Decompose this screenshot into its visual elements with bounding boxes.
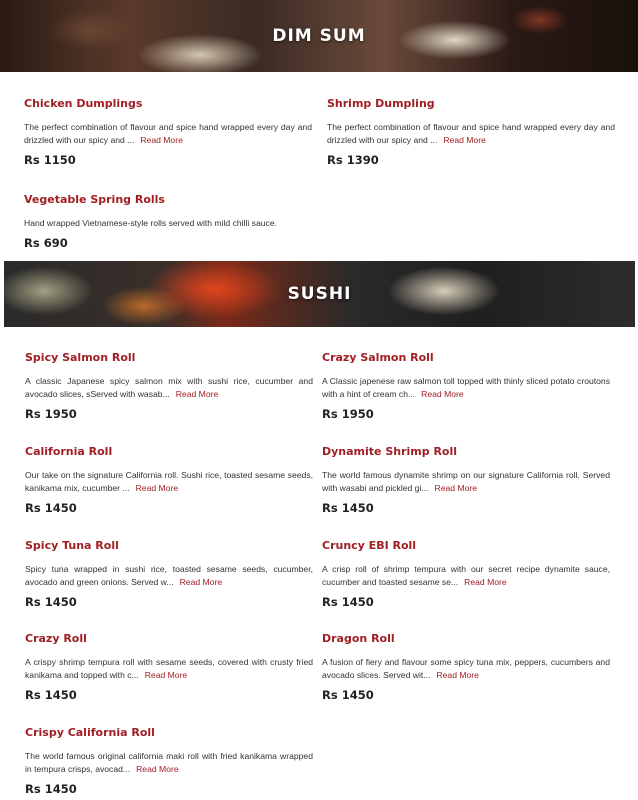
item-description: The world famous original california maki roll with fried kanikama wrapped in tempura crisps, avocad... Read More xyxy=(25,751,313,774)
read-more-link[interactable]: Read More xyxy=(179,577,223,587)
item-price: Rs 1450 xyxy=(25,782,77,796)
menu-item-crispy-california-roll xyxy=(25,726,313,796)
read-more-link[interactable]: Read More xyxy=(140,135,183,145)
item-price: Rs 1450 xyxy=(25,595,77,609)
menu-item-spicy-salmon-roll xyxy=(25,351,313,421)
item-price: Rs 1950 xyxy=(322,407,374,421)
item-name: California Roll xyxy=(25,445,113,458)
read-more-link[interactable]: Read More xyxy=(436,670,479,680)
menu-item-chicken-dumplings xyxy=(24,97,312,167)
item-description: A classic Japanese spicy salmon mix with sushi rice, cucumber and avocado slices, sServed with wasab... Read More xyxy=(25,376,313,399)
item-description: A crispy shrimp tempura roll with sesame seeds, covered with crusty fried kanikama and topped with c... Read More xyxy=(25,657,313,680)
read-more-link[interactable]: Read More xyxy=(464,577,507,587)
item-name: Crispy California Roll xyxy=(25,726,155,739)
read-more-link[interactable]: Read More xyxy=(144,670,188,680)
item-name: Crazy Salmon Roll xyxy=(322,351,434,364)
sushi-banner xyxy=(4,261,635,327)
menu-item-crazy-salmon-roll xyxy=(322,351,610,421)
menu-item-vegetable-spring-rolls xyxy=(24,193,312,250)
item-name: Dynamite Shrimp Roll xyxy=(322,445,458,458)
item-name: Chicken Dumplings xyxy=(24,97,143,110)
item-name: Dragon Roll xyxy=(322,632,395,645)
read-more-link[interactable]: Read More xyxy=(175,389,219,399)
read-more-link[interactable]: Read More xyxy=(443,135,486,145)
item-description: Spicy tuna wrapped in sushi rice, toasted sesame seeds, cucumber, avocado and green onions. Served w... Read More xyxy=(25,564,313,587)
read-more-link[interactable]: Read More xyxy=(136,764,179,774)
item-price: Rs 1950 xyxy=(25,407,77,421)
item-description: The perfect combination of flavour and spice hand wrapped every day and drizzled with our spicy and ... Read More xyxy=(24,122,312,145)
item-name: Crazy Roll xyxy=(25,632,87,645)
read-more-link[interactable]: Read More xyxy=(421,389,464,399)
item-price: Rs 1450 xyxy=(322,688,374,702)
item-name: Cruncy EBI Roll xyxy=(322,539,417,552)
menu-item-dynamite-shrimp-roll xyxy=(322,445,610,515)
item-description: Our take on the signature California roll. Sushi rice, toasted sesame seeds, kanikama mix, cucumber ... Read More xyxy=(25,470,313,493)
item-name: Vegetable Spring Rolls xyxy=(24,193,165,206)
item-price: Rs 1450 xyxy=(25,501,77,515)
menu-item-spicy-tuna-roll xyxy=(25,539,313,609)
read-more-link[interactable]: Read More xyxy=(135,483,179,493)
item-price: Rs 1150 xyxy=(24,153,76,167)
section-title-sushi: SUSHI xyxy=(287,284,352,304)
read-more-link[interactable]: Read More xyxy=(434,483,478,493)
item-description: A crisp roll of shrimp tempura with our secret recipe dynamite sauce, cucumber and toasted sesame se... Read More xyxy=(322,564,610,587)
menu-item-shrimp-dumpling xyxy=(327,97,615,167)
item-name: Shrimp Dumpling xyxy=(327,97,435,110)
menu-item-cruncy-ebi-roll xyxy=(322,539,610,609)
item-name: Spicy Tuna Roll xyxy=(25,539,119,552)
menu-item-dragon-roll xyxy=(322,632,610,702)
item-description: Hand wrapped Vietnamese-style rolls served with mild chilli sauce. xyxy=(24,218,277,228)
section-title-dimsum: DIM SUM xyxy=(272,26,366,46)
item-price: Rs 690 xyxy=(24,236,68,250)
menu-item-california-roll xyxy=(25,445,313,515)
dimsum-banner xyxy=(0,0,638,72)
item-price: Rs 1450 xyxy=(322,595,374,609)
item-description: The world famous dynamite shrimp on our signature California roll. Served with wasabi and pickled gi... Read More xyxy=(322,470,610,493)
item-description: A Classic japenese raw salmon toll topped with thinly sliced potato croutons with a hint of cream ch... Read More xyxy=(322,376,610,399)
item-price: Rs 1450 xyxy=(25,688,77,702)
item-price: Rs 1450 xyxy=(322,501,374,515)
item-price: Rs 1390 xyxy=(327,153,379,167)
item-description: The perfect combination of flavour and spice hand wrapped every day and drizzled with our spicy and ... Read More xyxy=(327,122,615,145)
item-name: Spicy Salmon Roll xyxy=(25,351,136,364)
item-description: A fusion of fiery and flavour some spicy tuna mix, peppers, cucumbers and avocado slices. Served wit... Read More xyxy=(322,657,610,680)
menu-item-crazy-roll xyxy=(25,632,313,702)
